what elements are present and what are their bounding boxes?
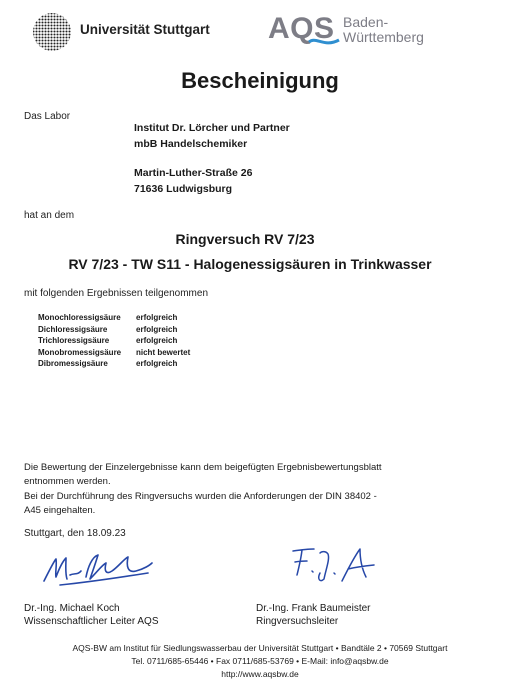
- substance-name: Monochloressigsäure: [38, 313, 121, 322]
- aqs-region-line1: Baden-: [343, 14, 389, 30]
- substance-result: erfolgreich: [136, 336, 178, 346]
- aqs-region-line2: Württemberg: [343, 29, 424, 45]
- signature-koch-icon: [40, 549, 155, 587]
- evaluation-note: [24, 461, 494, 489]
- substance-name: Dichloressigsäure: [38, 324, 108, 334]
- footer-contact: Tel. 0711/685-65446 • Fax 0711/685-53769 • E-Mail: info@aqsbw.de: [131, 656, 389, 667]
- place-date: Stuttgart, den 18.09.23: [24, 528, 126, 539]
- document-title: Bescheinigung: [181, 68, 339, 93]
- lab-street: Martin-Luther-Straße 26: [134, 167, 253, 179]
- aqs-swoosh-icon: [308, 34, 340, 50]
- substance-name: Trichloressigsäure: [38, 336, 110, 346]
- university-seal-icon: [32, 12, 72, 52]
- aqs-logo-region: [343, 15, 424, 45]
- university-logo: [32, 12, 232, 52]
- substance-result: erfolgreich: [136, 324, 178, 334]
- evaluation-note-line2: entnommen werden.: [24, 476, 111, 487]
- footer-website: http://www.aqsbw.de: [221, 669, 299, 680]
- aqs-logo: [268, 12, 468, 52]
- intro-label: Das Labor: [24, 111, 71, 122]
- din-note-line1: Bei der Durchführung des Ringversuchs wurden die Anforderungen der DIN 38402 -: [24, 491, 377, 502]
- ringversuch-title: Ringversuch RV 7/23: [175, 231, 315, 247]
- din-note-line2: A45 eingehalten.: [24, 505, 96, 516]
- lab-city: 71636 Ludwigsburg: [134, 183, 233, 195]
- signatory-name: Dr.-Ing. Michael Koch: [24, 603, 120, 614]
- participation-label: hat an dem: [24, 210, 75, 221]
- substance-result: nicht bewertet: [136, 347, 191, 357]
- substance-result: erfolgreich: [136, 359, 178, 369]
- substance-name: Monobromessigsäure: [38, 347, 122, 357]
- aqs-logo-main: AQS: [268, 12, 335, 45]
- din-note: [24, 490, 494, 518]
- footer: [0, 642, 520, 682]
- signatory-koch: [24, 602, 159, 628]
- lab-name-line1: Institut Dr. Lörcher und Partner: [134, 122, 290, 134]
- signatory-role: Ringversuchsleiter: [256, 616, 339, 627]
- results-intro: mit folgenden Ergebnissen teilgenommen: [24, 288, 208, 299]
- signatory-name: Dr.-Ing. Frank Baumeister: [256, 603, 371, 614]
- signatory-baumeister: [256, 602, 370, 628]
- substance-name: Dibromessigsäure: [38, 359, 108, 369]
- footer-address: AQS-BW am Institut für Siedlungswasserbau der Universität Stuttgart • Bandtäle 2 • 70569 Stuttgart: [72, 643, 448, 653]
- university-name: Universität Stuttgart: [80, 22, 210, 37]
- substance-result: erfolgreich: [136, 313, 178, 322]
- lab-name-line2: mbB Handelschemiker: [134, 138, 248, 150]
- signature-baumeister-icon: [290, 545, 380, 585]
- signatory-role: Wissenschaftlicher Leiter AQS: [24, 616, 159, 627]
- evaluation-note-line1: Die Bewertung der Einzelergebnisse kann dem beigefügten Ergebnisbewertungsblatt: [24, 462, 382, 473]
- ringversuch-subtitle: RV 7/23 - TW S11 - Halogenessigsäuren in Trinkwasser: [68, 256, 432, 272]
